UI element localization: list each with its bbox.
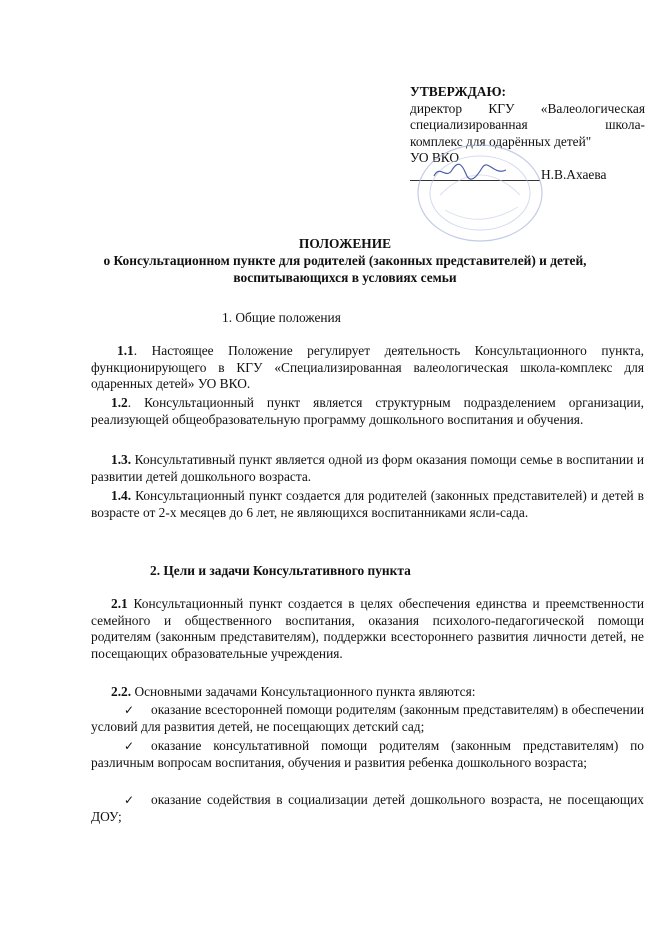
- paragraph-text: . Консультационный пункт является структурным подразделением организации, реализующей общеобразовательную программу дошкольного воспитания и обучения.: [91, 395, 644, 427]
- approval-line: специализированная школа-: [410, 117, 645, 133]
- paragraph-number: 1.2: [111, 395, 128, 410]
- list-item-text: оказание содействия в социализации детей дошкольного возраста, не посещающих ДОУ;: [91, 792, 644, 824]
- paragraph-number: 1.1: [117, 343, 134, 358]
- title-line: ПОЛОЖЕНИЕ: [298, 236, 392, 251]
- approval-title: УТВЕРЖДАЮ:: [410, 84, 506, 99]
- signature-icon: [430, 160, 510, 184]
- paragraph-number: 2.1: [111, 596, 128, 611]
- stamp-icon: [400, 135, 550, 245]
- paragraph: [91, 343, 644, 393]
- paragraph-text: Консультационный пункт создается для родителей (законных представителей) и детей в возрасте от 2-х месяцев до 6 лет, не являющихся воспитанниками ясли-сада.: [91, 488, 644, 520]
- paragraph-number: 1.4.: [111, 488, 132, 503]
- list-item: [91, 738, 644, 771]
- section-heading: 2. Цели и задачи Консультативного пункта: [150, 563, 411, 578]
- title-line: о Консультационном пункте для родителей (законных представителей) и детей,: [103, 253, 587, 268]
- approval-line: комплекс для одарённых детей": [410, 133, 592, 149]
- paragraph: [91, 488, 644, 521]
- paragraph: [91, 596, 644, 662]
- approval-line: директор КГУ «Валеологическая: [410, 100, 645, 116]
- title-line: воспитывающихся в условиях семьи: [233, 270, 457, 285]
- paragraph-number: 1.3.: [111, 452, 132, 467]
- signer-name: Н.В.Ахаева: [541, 166, 607, 182]
- paragraph-text: Консультационный пункт создается в целях обеспечения единства и преемственности семейного и общественного воспитания, оказания психолого-педагогической помощи родителям (законным представителям), поддержки всестороннего развития личности детей, не посещающих образовательные учреждения.: [91, 596, 644, 661]
- section-heading: 1. Общие положения: [222, 310, 341, 325]
- paragraph-text: Основными задачами Консультационного пункта являются:: [131, 684, 476, 699]
- paragraph-text: Консультативный пункт является одной из форм оказания помощи семье в воспитании и развитии детей дошкольного возраста.: [91, 452, 644, 484]
- checkmark-icon: ✓: [123, 703, 135, 717]
- list-item-text: оказание консультативной помощи родителям (законным представителям) по различным вопросам воспитания, обучения и развития ребенка дошкольного возраста;: [91, 738, 644, 770]
- list-item-text: оказание всесторонней помощи родителям (законным представителям) в обеспечении условий для развития детей, не посещающих детский сад;: [91, 702, 644, 734]
- checkmark-icon: ✓: [123, 793, 135, 807]
- paragraph-text: . Настоящее Положение регулирует деятельность Консультационного пункта, функционирующего в КГУ «Специализированная валеологическая школа-комплекс для одаренных детей» УО ВКО.: [91, 343, 644, 392]
- paragraph: [91, 684, 644, 701]
- paragraph-number: 2.2.: [111, 684, 132, 699]
- paragraph: [91, 395, 644, 428]
- list-item: [91, 702, 644, 735]
- paragraph: [91, 452, 644, 485]
- list-item: [91, 792, 644, 825]
- document-title: [40, 235, 650, 286]
- approval-line: УО ВКО: [410, 150, 460, 166]
- checkmark-icon: ✓: [123, 739, 135, 753]
